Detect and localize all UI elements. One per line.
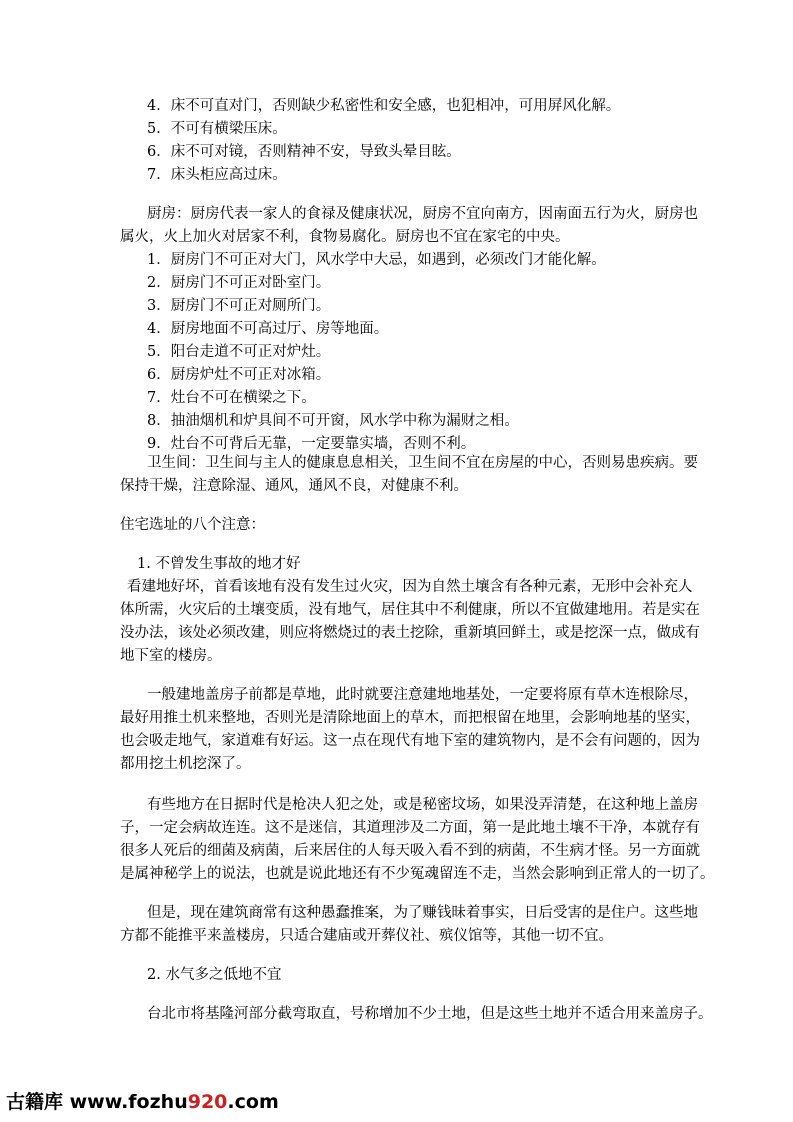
text-line: 6．厨房炉灶不可正对冰箱。	[147, 367, 331, 383]
subsection-heading: 2. 水气多之低地不宜	[147, 967, 282, 983]
text-line: 也会吸走地气，家道难有好运。这一点在现代有地下室的建筑物内，是不会有问题的，因为	[120, 733, 700, 749]
text-line: 是属神秘学上的说法，也就是说此地还有不少冤魂留连不走，当然会影响到正常人的一切了。	[120, 866, 715, 882]
text-line: 最好用推土机来整地，否则光是清除地面上的草木，而把根留在地里，会影响地基的坚实，	[120, 710, 700, 726]
text-line: 5．不可有横梁压床。	[147, 121, 287, 137]
text-line: 方都不能推平来盖楼房，只适合建庙或开葬仪社、殡仪馆等，其他一切不宜。	[120, 928, 613, 944]
footer-watermark	[6, 1087, 279, 1114]
text-line: 5．阳台走道不可正对炉灶。	[147, 344, 331, 360]
footer-url-prefix[interactable]: www.fozhu	[63, 1091, 188, 1113]
text-line: 9．灶台不可背后无靠，一定要靠实墙，否则不利。	[147, 436, 476, 452]
text-line: 保持干燥，注意除湿、通风，通风不良，对健康不利。	[120, 478, 468, 494]
text-line: 看建地好坏，首看该地有没有发生过火灾，因为自然土壤含有各种元素，无形中会补充人	[127, 579, 693, 595]
text-line: 一般建地盖房子前都是草地，此时就要注意建地地基处，一定要将原有草木连根除尽，	[147, 687, 698, 703]
text-line: 厨房：厨房代表一家人的食禄及健康状况，厨房不宜向南方，因南面五行为火，厨房也	[147, 206, 698, 222]
text-line: 6．床不可对镜，否则精神不安，导致头晕目眩。	[147, 144, 461, 160]
text-line: 1．厨房门不可正对大门，风水学中大忌，如遇到，必须改门才能化解。	[147, 252, 606, 268]
footer-url-number[interactable]: 920	[187, 1091, 228, 1113]
text-line: 7．床头柜应高过床。	[147, 167, 287, 183]
text-line: 卫生间：卫生间与主人的健康息息相关，卫生间不宜在房屋的中心，否则易患疾病。要	[147, 455, 698, 471]
text-line: 8．抽油烟机和炉具间不可开窗，风水学中称为漏财之相。	[147, 413, 519, 429]
text-line: 都用挖土机挖深了。	[120, 756, 251, 772]
footer-url-suffix[interactable]: .com	[227, 1091, 279, 1113]
text-line: 很多人死后的细菌及病菌，后来居住的人每天吸入看不到的病菌，不生病才怪。另一方面就	[120, 843, 700, 859]
text-line: 地下室的楼房。	[120, 648, 222, 664]
text-line: 台北市将基隆河部分截弯取直，号称增加不少土地，但是这些土地并不适合用来盖房子。	[147, 1006, 713, 1022]
text-line: 3．厨房门不可正对厕所门。	[147, 298, 331, 314]
text-line: 有些地方在日据时代是枪决人犯之处，或是秘密坟场，如果没弄清楚，在这种地上盖房	[147, 797, 698, 813]
text-line: 体所需，火灾后的土壤变质，没有地气，居住其中不利健康，所以不宜做建地用。若是实在	[120, 602, 700, 618]
text-line: 4．厨房地面不可高过厅、房等地面。	[147, 321, 389, 337]
text-line: 7．灶台不可在横梁之下。	[147, 390, 316, 406]
text-line: 子，一定会病故连连。这不是迷信，其道理涉及二方面，第一是此地土壤不干净，本就存有	[120, 820, 700, 836]
text-line: 2．厨房门不可正对卧室门。	[147, 275, 331, 291]
text-line: 4．床不可直对门，否则缺少私密性和安全感，也犯相冲，可用屏风化解。	[147, 98, 621, 114]
text-line: 属火，火上加火对居家不利，食物易腐化。厨房也不宜在家宅的中央。	[120, 229, 570, 245]
text-line: 没办法，该处必须改建，则应将燃烧过的表土挖除，重新填回鲜土，或是挖深一点，做成有	[120, 625, 700, 641]
section-heading: 住宅选址的八个注意：	[120, 517, 265, 533]
subsection-heading: 1. 不曾发生事故的地才好	[137, 556, 301, 572]
text-line: 但是，现在建筑商常有这种愚蠢推案，为了赚钱昧着事实，日后受害的是住户。这些地	[147, 905, 698, 921]
footer-site-name: 古籍库	[6, 1091, 64, 1113]
